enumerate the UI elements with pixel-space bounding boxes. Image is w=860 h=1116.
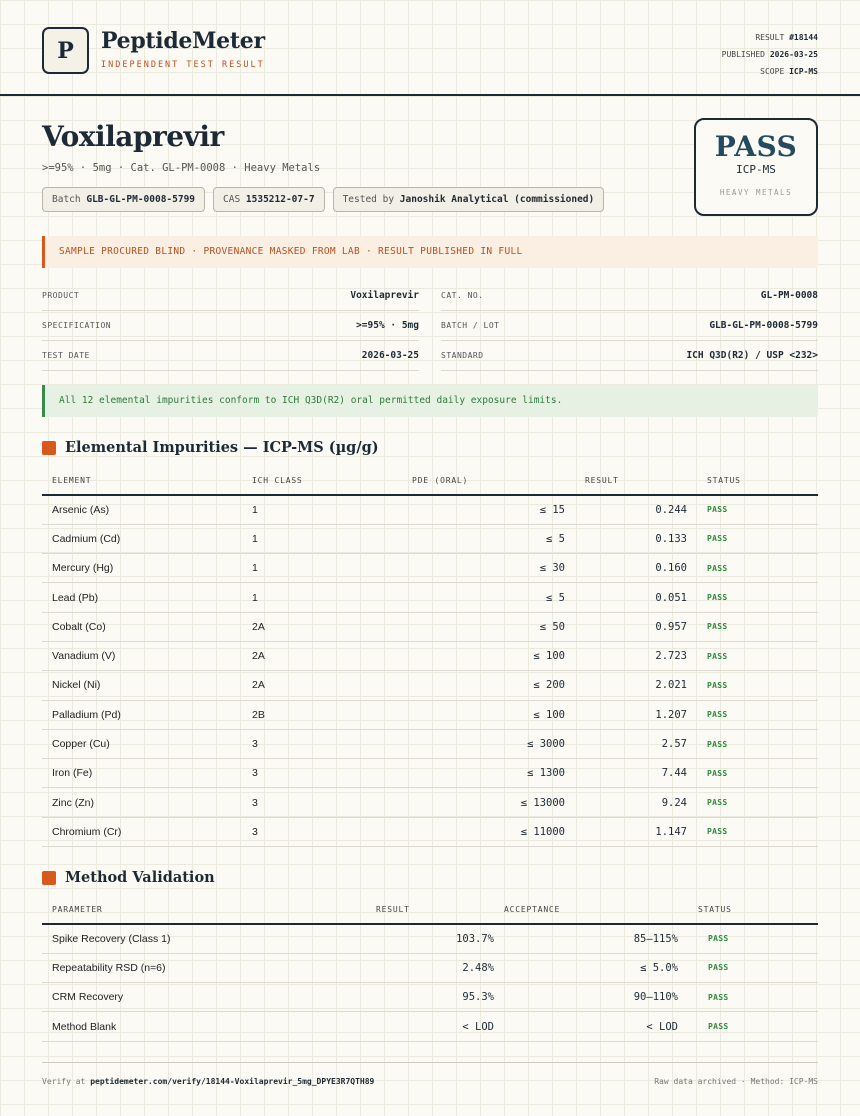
pde-limit: ≤ 1300 (402, 759, 575, 788)
info-grid-right (441, 281, 818, 371)
acceptance-range: 85–115% (494, 924, 688, 953)
result-value: 2.021 (575, 671, 697, 700)
element-name: Nickel (Ni) (42, 671, 242, 700)
info-row: CAT. NO. GL-PM-0008 (441, 281, 818, 311)
pde-limit: ≤ 100 (402, 700, 575, 729)
pde-limit: ≤ 11000 (402, 817, 575, 846)
stamp-category: HEAVY METALS (719, 188, 793, 197)
conformance-notice: All 12 elemental impurities conform to ICH Q3D(R2) oral permitted daily exposure limits. (42, 385, 818, 417)
ich-class: 1 (242, 583, 402, 612)
element-name: Cobalt (Co) (42, 612, 242, 641)
report-header (0, 0, 860, 96)
ich-class: 3 (242, 729, 402, 758)
table-row (42, 759, 818, 788)
element-name: Zinc (Zn) (42, 788, 242, 817)
col-element: ELEMENT (42, 467, 242, 495)
ich-class: 2A (242, 612, 402, 641)
pde-limit: ≤ 5 (402, 524, 575, 553)
pde-limit: ≤ 200 (402, 671, 575, 700)
tested-by-chip: Tested by Janoshik Analytical (commissioned) (333, 187, 605, 212)
result-value: 7.44 (575, 759, 697, 788)
status-badge: PASS (697, 759, 818, 788)
table-row (42, 1012, 818, 1041)
result-value: 103.7% (366, 924, 494, 953)
info-row: TEST DATE 2026-03-25 (42, 341, 419, 371)
table-row (42, 700, 818, 729)
col-parameter: PARAMETER (42, 896, 366, 924)
ich-class: 1 (242, 495, 402, 524)
col-status: STATUS (697, 467, 818, 495)
impurities-title: Elemental Impurities — ICP-MS (µg/g) (65, 439, 379, 456)
acceptance-range: 90–110% (494, 983, 688, 1012)
verify-line: Verify at peptidemeter.com/verify/18144-Voxilaprevir_5mg_DPYE3R7QTH89 (42, 1077, 375, 1086)
ich-class: 1 (242, 524, 402, 553)
table-row (42, 729, 818, 758)
procurement-notice: SAMPLE PROCURED BLIND · PROVENANCE MASKED FROM LAB · RESULT PUBLISHED IN FULL (42, 236, 818, 268)
element-name: Vanadium (V) (42, 641, 242, 670)
table-row (42, 612, 818, 641)
ich-class: 3 (242, 759, 402, 788)
report-footer (42, 1062, 818, 1086)
table-row (42, 583, 818, 612)
result-value: < LOD (366, 1012, 494, 1041)
col-ich-class: ICH CLASS (242, 467, 402, 495)
report-meta (722, 29, 818, 80)
table-header-row (42, 896, 818, 924)
pde-limit: ≤ 13000 (402, 788, 575, 817)
col-pde: PDE (ORAL) (402, 467, 575, 495)
stamp-result: PASS (714, 130, 798, 163)
col-result: RESULT (366, 896, 494, 924)
ich-class: 1 (242, 554, 402, 583)
product-subtitle: >=95% · 5mg · Cat. GL-PM-0008 · Heavy Metals (42, 162, 321, 174)
parameter-name: Method Blank (42, 1012, 366, 1041)
batch-chip: Batch GLB-GL-PM-0008-5799 (42, 187, 205, 212)
result-value: 95.3% (366, 983, 494, 1012)
scope: SCOPE ICP-MS (760, 67, 818, 76)
result-id: RESULT #18144 (755, 33, 818, 42)
pde-limit: ≤ 3000 (402, 729, 575, 758)
status-badge: PASS (697, 495, 818, 524)
brand-tagline: INDEPENDENT TEST RESULT (101, 60, 265, 70)
col-result: RESULT (575, 467, 697, 495)
element-name: Chromium (Cr) (42, 817, 242, 846)
section-marker-icon (42, 871, 56, 885)
status-badge: PASS (697, 729, 818, 758)
element-name: Arsenic (As) (42, 495, 242, 524)
table-row (42, 817, 818, 846)
pde-limit: ≤ 15 (402, 495, 575, 524)
result-value: 0.051 (575, 583, 697, 612)
status-badge: PASS (697, 788, 818, 817)
impurities-heading (42, 439, 379, 456)
table-row (42, 554, 818, 583)
pde-limit: ≤ 50 (402, 612, 575, 641)
table-row (42, 953, 818, 982)
element-name: Mercury (Hg) (42, 554, 242, 583)
product-title: Voxilaprevir (42, 120, 224, 153)
impurities-table (42, 467, 818, 847)
parameter-name: Repeatability RSD (n=6) (42, 953, 366, 982)
acceptance-range: ≤ 5.0% (494, 953, 688, 982)
parameter-name: CRM Recovery (42, 983, 366, 1012)
status-badge: PASS (688, 1012, 818, 1041)
table-row (42, 924, 818, 953)
table-row (42, 495, 818, 524)
table-header-row (42, 467, 818, 495)
result-value: 1.207 (575, 700, 697, 729)
pass-stamp (694, 118, 818, 216)
cas-chip: CAS 1535212-07-7 (213, 187, 325, 212)
parameter-name: Spike Recovery (Class 1) (42, 924, 366, 953)
status-badge: PASS (697, 554, 818, 583)
result-value: 0.957 (575, 612, 697, 641)
status-badge: PASS (688, 953, 818, 982)
validation-table (42, 896, 818, 1042)
result-value: 2.57 (575, 729, 697, 758)
acceptance-range: < LOD (494, 1012, 688, 1041)
brand-name: PeptideMeter (101, 28, 265, 54)
result-value: 0.133 (575, 524, 697, 553)
stamp-method: ICP-MS (736, 163, 776, 176)
ich-class: 2B (242, 700, 402, 729)
element-name: Lead (Pb) (42, 583, 242, 612)
ich-class: 3 (242, 817, 402, 846)
ich-class: 2A (242, 671, 402, 700)
status-badge: PASS (697, 641, 818, 670)
info-row: BATCH / LOT GLB-GL-PM-0008-5799 (441, 311, 818, 341)
col-acceptance: ACCEPTANCE (494, 896, 688, 924)
verify-link[interactable]: peptidemeter.com/verify/18144-Voxilaprevir_5mg_DPYE3R7QTH89 (90, 1077, 375, 1086)
status-badge: PASS (688, 924, 818, 953)
validation-title: Method Validation (65, 869, 215, 886)
validation-body (42, 924, 818, 1041)
published-date: PUBLISHED 2026-03-25 (721, 50, 818, 59)
status-badge: PASS (697, 524, 818, 553)
ich-class: 2A (242, 641, 402, 670)
result-value: 2.48% (366, 953, 494, 982)
status-badge: PASS (688, 983, 818, 1012)
element-name: Palladium (Pd) (42, 700, 242, 729)
status-badge: PASS (697, 612, 818, 641)
result-value: 0.160 (575, 554, 697, 583)
table-row (42, 788, 818, 817)
status-badge: PASS (697, 700, 818, 729)
table-row (42, 983, 818, 1012)
pde-limit: ≤ 30 (402, 554, 575, 583)
table-row (42, 524, 818, 553)
result-value: 9.24 (575, 788, 697, 817)
result-value: 2.723 (575, 641, 697, 670)
table-row (42, 671, 818, 700)
ich-class: 3 (242, 788, 402, 817)
element-name: Copper (Cu) (42, 729, 242, 758)
section-marker-icon (42, 441, 56, 455)
validation-heading (42, 869, 215, 886)
pde-limit: ≤ 5 (402, 583, 575, 612)
product-chips (42, 187, 604, 212)
pde-limit: ≤ 100 (402, 641, 575, 670)
impurities-body (42, 495, 818, 847)
table-row (42, 641, 818, 670)
logo-mark: P (42, 27, 89, 74)
result-value: 1.147 (575, 817, 697, 846)
archive-note: Raw data archived · Method: ICP-MS (654, 1077, 818, 1086)
info-row: PRODUCT Voxilaprevir (42, 281, 419, 311)
status-badge: PASS (697, 583, 818, 612)
result-value: 0.244 (575, 495, 697, 524)
col-status: STATUS (688, 896, 818, 924)
info-row: STANDARD ICH Q3D(R2) / USP <232> (441, 341, 818, 371)
element-name: Iron (Fe) (42, 759, 242, 788)
status-badge: PASS (697, 671, 818, 700)
info-grid-left (42, 281, 419, 371)
element-name: Cadmium (Cd) (42, 524, 242, 553)
status-badge: PASS (697, 817, 818, 846)
info-row: SPECIFICATION >=95% · 5mg (42, 311, 419, 341)
